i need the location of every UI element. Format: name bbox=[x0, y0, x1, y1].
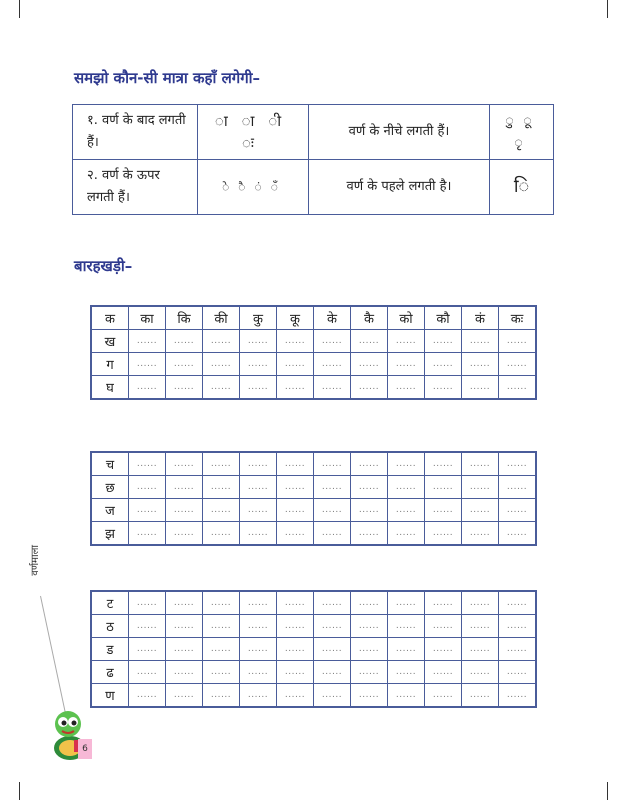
blank-cell[interactable]: ...... bbox=[277, 638, 314, 661]
blank-cell[interactable]: ...... bbox=[388, 638, 425, 661]
blank-cell[interactable]: ...... bbox=[203, 330, 240, 353]
matra-marks-2: ि bbox=[490, 160, 554, 215]
blank-cell[interactable]: ...... bbox=[499, 638, 537, 661]
header-cell: कै bbox=[351, 306, 388, 330]
header-cell: का bbox=[129, 306, 166, 330]
table-row bbox=[91, 376, 536, 400]
blank-cell[interactable]: ...... bbox=[314, 330, 351, 353]
blank-cell[interactable]: ...... bbox=[203, 615, 240, 638]
blank-cell[interactable]: ...... bbox=[425, 522, 462, 546]
blank-cell[interactable]: ...... bbox=[203, 499, 240, 522]
blank-cell[interactable]: ...... bbox=[203, 376, 240, 400]
blank-cell[interactable]: ...... bbox=[166, 638, 203, 661]
blank-cell[interactable]: ...... bbox=[388, 476, 425, 499]
blank-cell[interactable]: ...... bbox=[425, 638, 462, 661]
blank-cell[interactable]: ...... bbox=[166, 615, 203, 638]
blank-cell[interactable]: ...... bbox=[351, 452, 388, 476]
blank-cell[interactable]: ...... bbox=[499, 499, 537, 522]
blank-cell[interactable]: ...... bbox=[351, 591, 388, 615]
blank-cell[interactable]: ...... bbox=[499, 522, 537, 546]
blank-cell[interactable]: ...... bbox=[499, 615, 537, 638]
blank-cell[interactable]: ...... bbox=[388, 684, 425, 708]
blank-cell[interactable]: ...... bbox=[277, 499, 314, 522]
blank-cell[interactable]: ...... bbox=[314, 591, 351, 615]
blank-cell[interactable]: ...... bbox=[499, 353, 537, 376]
blank-cell[interactable]: ...... bbox=[129, 376, 166, 400]
blank-cell[interactable]: ...... bbox=[388, 499, 425, 522]
blank-cell[interactable]: ...... bbox=[166, 684, 203, 708]
header-cell: कः bbox=[499, 306, 537, 330]
barahkhadi-grid-ta bbox=[90, 590, 537, 708]
blank-cell[interactable]: ...... bbox=[129, 499, 166, 522]
header-cell: क bbox=[91, 306, 129, 330]
blank-cell[interactable]: ...... bbox=[314, 452, 351, 476]
blank-cell[interactable]: ...... bbox=[351, 330, 388, 353]
blank-cell[interactable]: ...... bbox=[277, 353, 314, 376]
matra-desc-2: वर्ण के पहले लगती है। bbox=[309, 160, 490, 215]
blank-cell[interactable]: ...... bbox=[240, 499, 277, 522]
table-row bbox=[91, 330, 536, 353]
blank-cell[interactable]: ...... bbox=[129, 615, 166, 638]
blank-cell[interactable]: ...... bbox=[499, 330, 537, 353]
blank-cell[interactable]: ...... bbox=[462, 615, 499, 638]
row-letter: ढ bbox=[91, 661, 129, 684]
blank-cell[interactable]: ...... bbox=[166, 661, 203, 684]
blank-cell[interactable]: ...... bbox=[240, 353, 277, 376]
blank-cell[interactable]: ...... bbox=[240, 661, 277, 684]
table-row bbox=[91, 476, 536, 499]
matra-heading: समझो कौन-सी मात्रा कहाँ लगेगी– bbox=[74, 69, 261, 87]
blank-cell[interactable]: ...... bbox=[351, 638, 388, 661]
blank-cell[interactable]: ...... bbox=[277, 522, 314, 546]
blank-cell[interactable]: ...... bbox=[425, 615, 462, 638]
header-cell: की bbox=[203, 306, 240, 330]
blank-cell[interactable]: ...... bbox=[425, 684, 462, 708]
row-letter: ग bbox=[91, 353, 129, 376]
table-row bbox=[73, 160, 554, 215]
table-row bbox=[91, 353, 536, 376]
blank-cell[interactable]: ...... bbox=[277, 452, 314, 476]
blank-cell[interactable]: ...... bbox=[425, 476, 462, 499]
blank-cell[interactable]: ...... bbox=[425, 330, 462, 353]
crop-mark bbox=[19, 0, 20, 18]
blank-cell[interactable]: ...... bbox=[499, 452, 537, 476]
table-row bbox=[91, 661, 536, 684]
blank-cell[interactable]: ...... bbox=[351, 353, 388, 376]
row-letter: छ bbox=[91, 476, 129, 499]
blank-cell[interactable]: ...... bbox=[462, 591, 499, 615]
blank-cell[interactable]: ...... bbox=[203, 591, 240, 615]
blank-cell[interactable]: ...... bbox=[240, 452, 277, 476]
table-row bbox=[91, 499, 536, 522]
blank-cell[interactable]: ...... bbox=[425, 591, 462, 615]
blank-cell[interactable]: ...... bbox=[425, 499, 462, 522]
blank-cell[interactable]: ...... bbox=[129, 353, 166, 376]
blank-cell[interactable]: ...... bbox=[462, 522, 499, 546]
blank-cell[interactable]: ...... bbox=[425, 661, 462, 684]
row-letter: ट bbox=[91, 591, 129, 615]
page-number: 6 bbox=[78, 739, 92, 759]
blank-cell[interactable]: ...... bbox=[277, 330, 314, 353]
blank-cell[interactable]: ...... bbox=[240, 638, 277, 661]
table-row bbox=[91, 638, 536, 661]
table-row bbox=[91, 591, 536, 615]
crop-mark bbox=[607, 782, 608, 800]
blank-cell[interactable]: ...... bbox=[203, 638, 240, 661]
blank-cell[interactable]: ...... bbox=[499, 661, 537, 684]
table-row bbox=[91, 615, 536, 638]
blank-cell[interactable]: ...... bbox=[462, 376, 499, 400]
blank-cell[interactable]: ...... bbox=[462, 684, 499, 708]
blank-cell[interactable]: ...... bbox=[240, 615, 277, 638]
blank-cell[interactable]: ...... bbox=[240, 684, 277, 708]
header-cell: कू bbox=[277, 306, 314, 330]
blank-cell[interactable]: ...... bbox=[240, 591, 277, 615]
blank-cell[interactable]: ...... bbox=[277, 591, 314, 615]
blank-cell[interactable]: ...... bbox=[240, 376, 277, 400]
blank-cell[interactable]: ...... bbox=[166, 522, 203, 546]
blank-cell[interactable]: ...... bbox=[462, 499, 499, 522]
divider-line bbox=[40, 596, 66, 714]
row-letter: घ bbox=[91, 376, 129, 400]
side-label: वर्णमाला bbox=[30, 545, 41, 576]
blank-cell[interactable]: ...... bbox=[129, 476, 166, 499]
blank-cell[interactable]: ...... bbox=[129, 452, 166, 476]
blank-cell[interactable]: ...... bbox=[425, 353, 462, 376]
blank-cell[interactable]: ...... bbox=[351, 376, 388, 400]
matra-marks-2: ु ू ृ bbox=[490, 105, 554, 160]
blank-cell[interactable]: ...... bbox=[166, 330, 203, 353]
blank-cell[interactable]: ...... bbox=[277, 684, 314, 708]
header-cell: कु bbox=[240, 306, 277, 330]
matra-desc-2: वर्ण के नीचे लगती हैं। bbox=[309, 105, 490, 160]
row-letter: ण bbox=[91, 684, 129, 708]
blank-cell[interactable]: ...... bbox=[388, 353, 425, 376]
blank-cell[interactable]: ...... bbox=[499, 376, 537, 400]
blank-cell[interactable]: ...... bbox=[240, 476, 277, 499]
blank-cell[interactable]: ...... bbox=[462, 638, 499, 661]
blank-cell[interactable]: ...... bbox=[314, 661, 351, 684]
blank-cell[interactable]: ...... bbox=[277, 476, 314, 499]
blank-cell[interactable]: ...... bbox=[499, 684, 537, 708]
header-cell: के bbox=[314, 306, 351, 330]
blank-cell[interactable]: ...... bbox=[314, 353, 351, 376]
blank-cell[interactable]: ...... bbox=[462, 452, 499, 476]
header-cell: को bbox=[388, 306, 425, 330]
blank-cell[interactable]: ...... bbox=[203, 684, 240, 708]
blank-cell[interactable]: ...... bbox=[166, 376, 203, 400]
barahkhadi-grid-cha bbox=[90, 451, 537, 546]
blank-cell[interactable]: ...... bbox=[388, 376, 425, 400]
matra-table bbox=[72, 104, 554, 215]
blank-cell[interactable]: ...... bbox=[388, 591, 425, 615]
blank-cell[interactable]: ...... bbox=[351, 522, 388, 546]
blank-cell[interactable]: ...... bbox=[462, 353, 499, 376]
barahkhadi-heading: बारहखड़ी– bbox=[74, 257, 133, 275]
blank-cell[interactable]: ...... bbox=[462, 330, 499, 353]
blank-cell[interactable]: ...... bbox=[351, 684, 388, 708]
blank-cell[interactable]: ...... bbox=[203, 353, 240, 376]
blank-cell[interactable]: ...... bbox=[351, 615, 388, 638]
crop-mark bbox=[607, 0, 608, 18]
blank-cell[interactable]: ...... bbox=[240, 522, 277, 546]
header-cell: कौ bbox=[425, 306, 462, 330]
blank-cell[interactable]: ...... bbox=[277, 615, 314, 638]
blank-cell[interactable]: ...... bbox=[314, 499, 351, 522]
table-row bbox=[91, 452, 536, 476]
table-row bbox=[91, 306, 536, 330]
row-letter: ठ bbox=[91, 615, 129, 638]
blank-cell[interactable]: ...... bbox=[314, 522, 351, 546]
blank-cell[interactable]: ...... bbox=[203, 522, 240, 546]
blank-cell[interactable]: ...... bbox=[314, 684, 351, 708]
blank-cell[interactable]: ...... bbox=[129, 330, 166, 353]
blank-cell[interactable]: ...... bbox=[166, 476, 203, 499]
blank-cell[interactable]: ...... bbox=[166, 499, 203, 522]
blank-cell[interactable]: ...... bbox=[388, 661, 425, 684]
header-cell: कं bbox=[462, 306, 499, 330]
blank-cell[interactable]: ...... bbox=[314, 476, 351, 499]
table-row bbox=[73, 105, 554, 160]
matra-marks: ा ा ी ः bbox=[198, 105, 309, 160]
blank-cell[interactable]: ...... bbox=[314, 638, 351, 661]
blank-cell[interactable]: ...... bbox=[499, 591, 537, 615]
header-cell: कि bbox=[166, 306, 203, 330]
row-letter: ख bbox=[91, 330, 129, 353]
blank-cell[interactable]: ...... bbox=[277, 661, 314, 684]
blank-cell[interactable]: ...... bbox=[462, 661, 499, 684]
table-row bbox=[91, 522, 536, 546]
row-letter: ज bbox=[91, 499, 129, 522]
blank-cell[interactable]: ...... bbox=[388, 522, 425, 546]
blank-cell[interactable]: ...... bbox=[314, 615, 351, 638]
blank-cell[interactable]: ...... bbox=[425, 452, 462, 476]
blank-cell[interactable]: ...... bbox=[166, 591, 203, 615]
blank-cell[interactable]: ...... bbox=[462, 476, 499, 499]
blank-cell[interactable]: ...... bbox=[240, 330, 277, 353]
blank-cell[interactable]: ...... bbox=[166, 353, 203, 376]
blank-cell[interactable]: ...... bbox=[499, 476, 537, 499]
blank-cell[interactable]: ...... bbox=[425, 376, 462, 400]
blank-cell[interactable]: ...... bbox=[388, 615, 425, 638]
barahkhadi-grid-ka bbox=[90, 305, 537, 400]
row-letter: ड bbox=[91, 638, 129, 661]
blank-cell[interactable]: ...... bbox=[351, 476, 388, 499]
blank-cell[interactable]: ...... bbox=[314, 376, 351, 400]
row-letter: झ bbox=[91, 522, 129, 546]
row-letter: च bbox=[91, 452, 129, 476]
matra-marks: े ै ं ँ bbox=[198, 160, 309, 215]
matra-desc: १. वर्ण के बाद लगती हैं। bbox=[73, 105, 198, 160]
blank-cell[interactable]: ...... bbox=[203, 452, 240, 476]
crop-mark bbox=[19, 782, 20, 800]
matra-desc: २. वर्ण के ऊपर लगती हैं। bbox=[73, 160, 198, 215]
blank-cell[interactable]: ...... bbox=[388, 330, 425, 353]
blank-cell[interactable]: ...... bbox=[203, 476, 240, 499]
blank-cell[interactable]: ...... bbox=[129, 591, 166, 615]
blank-cell[interactable]: ...... bbox=[388, 452, 425, 476]
blank-cell[interactable]: ...... bbox=[129, 661, 166, 684]
blank-cell[interactable]: ...... bbox=[166, 452, 203, 476]
blank-cell[interactable]: ...... bbox=[277, 376, 314, 400]
table-row bbox=[91, 684, 536, 708]
blank-cell[interactable]: ...... bbox=[129, 522, 166, 546]
blank-cell[interactable]: ...... bbox=[351, 661, 388, 684]
blank-cell[interactable]: ...... bbox=[351, 499, 388, 522]
blank-cell[interactable]: ...... bbox=[129, 684, 166, 708]
blank-cell[interactable]: ...... bbox=[129, 638, 166, 661]
blank-cell[interactable]: ...... bbox=[203, 661, 240, 684]
